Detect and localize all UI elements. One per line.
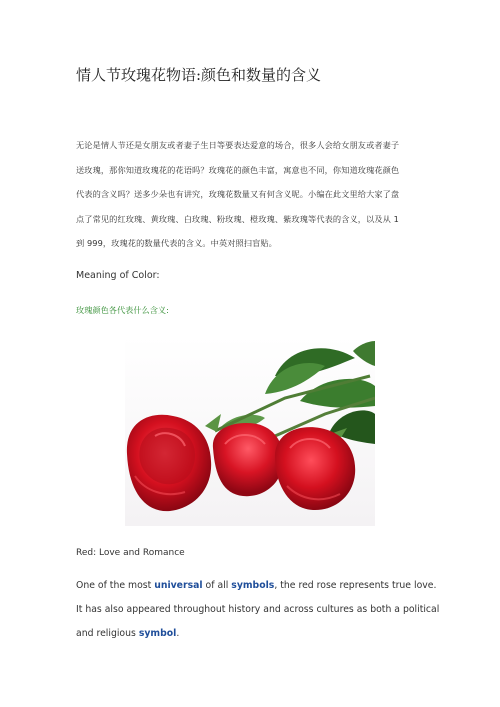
red-paragraph	[76, 574, 440, 646]
meaning-heading: Meaning of Color:	[76, 270, 160, 281]
text-run: of all	[202, 580, 232, 591]
keyword-link[interactable]: symbols	[231, 580, 275, 591]
keyword-link[interactable]: universal	[154, 580, 203, 591]
intro-paragraph	[76, 133, 426, 256]
intro-line: 送玫瑰，那你知道玫瑰花的花语吗？玫瑰花的颜色丰富，寓意也不同，你知道玫瑰花颜色	[76, 164, 400, 175]
red-roses-photo	[125, 336, 375, 526]
paragraph-line	[76, 574, 436, 598]
text-run: and religious	[76, 628, 139, 639]
keyword-link[interactable]: symbol	[138, 628, 177, 639]
page-title: 情人节玫瑰花物语:颜色和数量的含义	[76, 66, 322, 84]
intro-line: 到 999，玫瑰花的数量代表的含义。中英对照扫盲贴。	[76, 238, 277, 248]
color-heading: 玫瑰颜色各代表什么含义:	[76, 305, 169, 315]
text-run: One of the most	[76, 580, 155, 591]
text-run: .	[176, 628, 180, 639]
paragraph-line	[76, 622, 436, 646]
red-heading: Red: Love and Romance	[76, 548, 185, 558]
intro-line: 无论是情人节还是女朋友或者妻子生日等要表达爱意的场合，很多人会给女朋友或者妻子	[76, 140, 400, 150]
rose-left	[127, 415, 211, 511]
text-run: , the red rose represents true love.	[274, 580, 437, 591]
paragraph-line: It has also appeared throughout history and across cultures as both a political	[76, 604, 440, 615]
intro-line: 代表的含义吗？送多少朵也有讲究，玫瑰花数量又有何含义呢。小编在此文里给大家了盘	[76, 189, 400, 199]
intro-line: 点了常见的红玫瑰、黄玫瑰、白玫瑰、粉玫瑰、橙玫瑰、紫玫瑰等代表的含义，以及从 1	[76, 213, 399, 224]
